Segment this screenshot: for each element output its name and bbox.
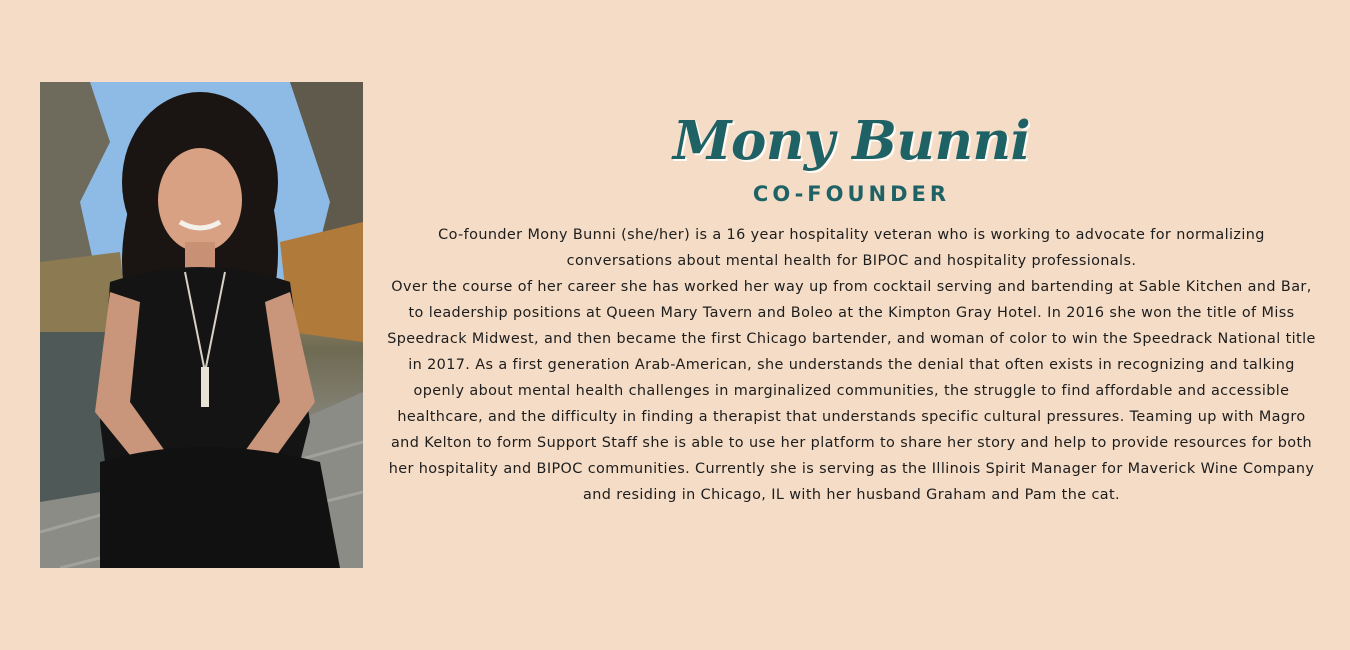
person-name: Mony Bunni [672,110,1031,172]
person-role: CO-FOUNDER [752,182,951,206]
profile-photo-illustration [40,82,363,568]
bio-text [383,222,1320,508]
bio-section [383,108,1320,508]
bio-body: Over the course of her career she has worked her way up from cocktail serving and bartending at Sable Kitchen and Bar, to leadership positions at Queen Mary Tavern and Boleo at the Kimpton Gray Hotel. In 2016 she won the title of Miss Speedrack Midwest, and then became the first Chicago bartender, and woman of color to win the Speedrack National title in 2017. As a first generation Arab-American, she understands the denial that often exists in recognizing and talking openly about mental health challenges in marginalized communities, the struggle to find affordable and accessible healthcare, and the difficulty in finding a therapist that understands specific cultural pressures. Teaming up with Magro and Kelton to form Support Staff she is able to use her platform to share her story and help to provide resources for both her hospitality and BIPOC communities. Currently she is serving as the Illinois Spirit Manager for Maverick Wine Company and residing in Chicago, IL with her husband Graham and Pam the cat. [387,279,1316,503]
bio-intro: Co-founder Mony Bunni (she/her) is a 16 year hospitality veteran who is working to advocate for normalizing conversations about mental health for BIPOC and hospitality professionals. [438,227,1265,269]
profile-photo [40,82,363,568]
